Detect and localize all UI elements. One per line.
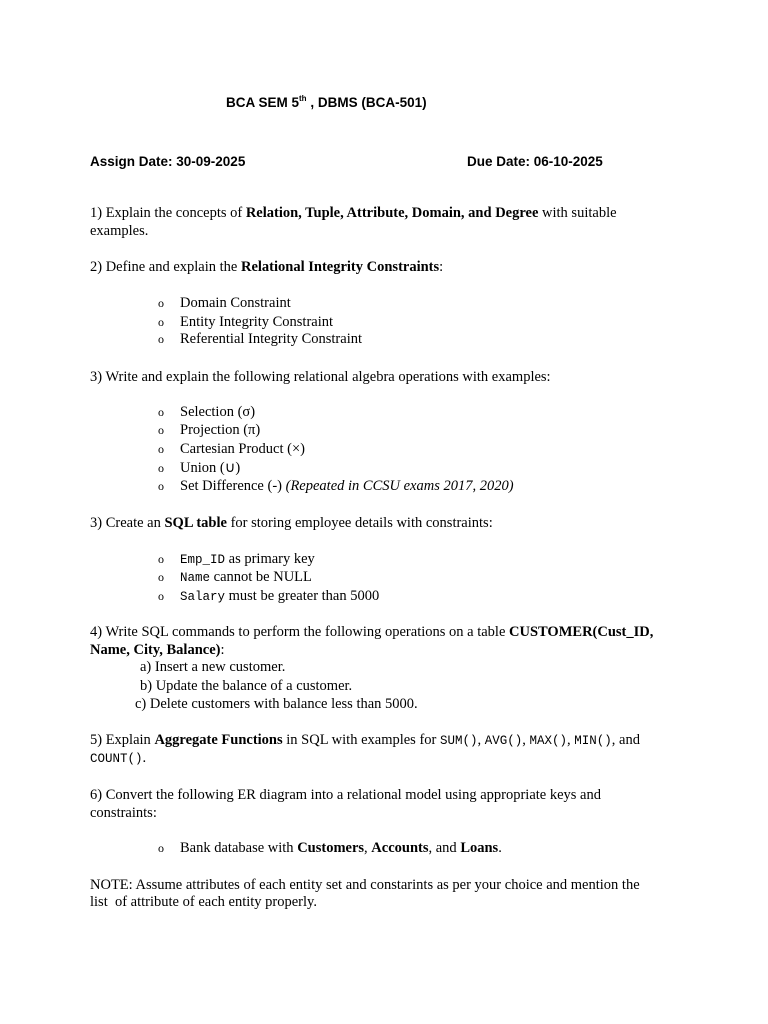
- separator: ,: [522, 732, 530, 748]
- list-item: [158, 294, 291, 312]
- list-item: [158, 568, 312, 587]
- note-line-2: list of attribute of each entity properly.: [90, 894, 317, 910]
- q2-bold: Relational Integrity Constraints: [240, 259, 440, 275]
- question-6-line-1: 6) Convert the following ER diagram into a relational model using appropriate keys and: [90, 787, 601, 803]
- list-item-text: Set Difference (-): [180, 478, 286, 494]
- question-6-line-2: constraints:: [90, 805, 157, 821]
- code-text: MAX(): [529, 734, 568, 748]
- code-text: Name: [180, 571, 211, 585]
- list-item-text: Union (∪): [180, 460, 241, 476]
- question-4-line-2: [90, 641, 225, 659]
- question-1-line-1: [90, 204, 617, 222]
- question-5-line-2: [90, 749, 146, 768]
- q3b-text-end: for storing employee details with constraints:: [226, 515, 493, 531]
- question-5-line-1: [90, 731, 640, 750]
- sub-item-b: b) Update the balance of a customer.: [140, 678, 353, 694]
- list-item-text: Projection (π): [180, 422, 261, 438]
- entity-loans: Loans: [460, 840, 499, 856]
- q5-text-mid: in SQL with examples for: [282, 732, 440, 748]
- code-text: COUNT(): [90, 752, 143, 766]
- q5-bold: Aggregate Functions: [154, 732, 283, 748]
- code-text: SUM(): [439, 734, 478, 748]
- title-text: BCA SEM 5: [226, 95, 300, 110]
- bullet-icon: o: [158, 423, 164, 437]
- bullet-icon: o: [158, 405, 164, 419]
- q3b-bold: SQL table: [164, 515, 227, 531]
- period: .: [498, 840, 502, 856]
- sub-item-a: a) Insert a new customer.: [140, 659, 286, 675]
- q2-colon: :: [439, 259, 444, 275]
- code-text: Emp_ID: [180, 553, 226, 567]
- bullet-icon: o: [158, 332, 164, 346]
- list-item-text: cannot be NULL: [210, 569, 312, 585]
- entity-accounts: Accounts: [371, 840, 429, 856]
- q4-bold: CUSTOMER(Cust_ID,: [509, 624, 654, 640]
- bullet-icon: o: [158, 589, 164, 603]
- list-item-text: Selection (σ): [180, 404, 256, 420]
- question-3-sql-table: [90, 514, 493, 532]
- q4-text: 4) Write SQL commands to perform the following operations on a table: [90, 624, 510, 640]
- list-item-text: Entity Integrity Constraint: [180, 314, 334, 330]
- q3b-text: 3) Create an: [90, 515, 165, 531]
- period: .: [142, 750, 147, 766]
- question-1-line-2: examples.: [90, 223, 149, 239]
- list-item: [158, 459, 240, 477]
- list-item: [158, 330, 362, 348]
- q5-text: 5) Explain: [90, 732, 155, 748]
- q1-text-end: with suitable: [538, 205, 617, 221]
- code-text: Salary: [180, 590, 226, 604]
- bullet-icon: o: [158, 479, 164, 493]
- bullet-icon: o: [158, 570, 164, 584]
- list-item-text: Domain Constraint: [180, 295, 291, 311]
- list-item-text: Bank database with: [180, 840, 298, 856]
- code-text: AVG(): [484, 734, 523, 748]
- q4-colon: :: [220, 642, 225, 658]
- list-item-text: Referential Integrity Constraint: [180, 331, 363, 347]
- bullet-icon: o: [158, 841, 164, 855]
- title-course: , DBMS (BCA-501): [306, 95, 427, 110]
- title-superscript: th: [299, 94, 307, 103]
- question-4-line-1: [90, 623, 653, 641]
- page-title: [226, 94, 427, 110]
- bullet-icon: o: [158, 296, 164, 310]
- list-item: [158, 477, 514, 495]
- separator: ,: [364, 840, 372, 856]
- list-item: [158, 839, 502, 857]
- q4-bold-cont: Name, City, Balance): [90, 642, 221, 658]
- q1-text: 1) Explain the concepts of: [90, 205, 246, 221]
- question-3-algebra: 3) Write and explain the following relational algebra operations with examples:: [90, 369, 551, 385]
- list-item: [158, 550, 315, 569]
- list-item-text: as primary key: [225, 551, 315, 567]
- question-2: [90, 258, 443, 276]
- bullet-icon: o: [158, 552, 164, 566]
- q2-text: 2) Define and explain the: [90, 259, 241, 275]
- list-item: [158, 440, 305, 458]
- separator: ,: [567, 732, 575, 748]
- bullet-icon: o: [158, 442, 164, 456]
- exam-note: (Repeated in CCSU exams 2017, 2020): [285, 478, 514, 494]
- list-item: [158, 421, 260, 439]
- due-date: Due Date: 06-10-2025: [467, 154, 603, 169]
- list-item: [158, 403, 255, 421]
- list-item-text: Cartesian Product (×): [180, 441, 305, 457]
- separator: , and: [611, 732, 640, 748]
- separator: ,: [477, 732, 485, 748]
- bullet-icon: o: [158, 461, 164, 475]
- code-text: MIN(): [574, 734, 612, 748]
- note-line-1: NOTE: Assume attributes of each entity set and constarints as per your choice and mention the: [90, 877, 640, 893]
- list-item: [158, 587, 379, 606]
- bullet-icon: o: [158, 315, 164, 329]
- entity-customers: Customers: [297, 840, 365, 856]
- list-item: [158, 313, 333, 331]
- q1-bold: Relation, Tuple, Attribute, Domain, and Degree: [245, 205, 539, 221]
- assign-date: Assign Date: 30-09-2025: [90, 154, 246, 169]
- sub-item-c: c) Delete customers with balance less than 5000.: [135, 696, 418, 712]
- separator: , and: [428, 840, 461, 856]
- list-item-text: must be greater than 5000: [225, 588, 380, 604]
